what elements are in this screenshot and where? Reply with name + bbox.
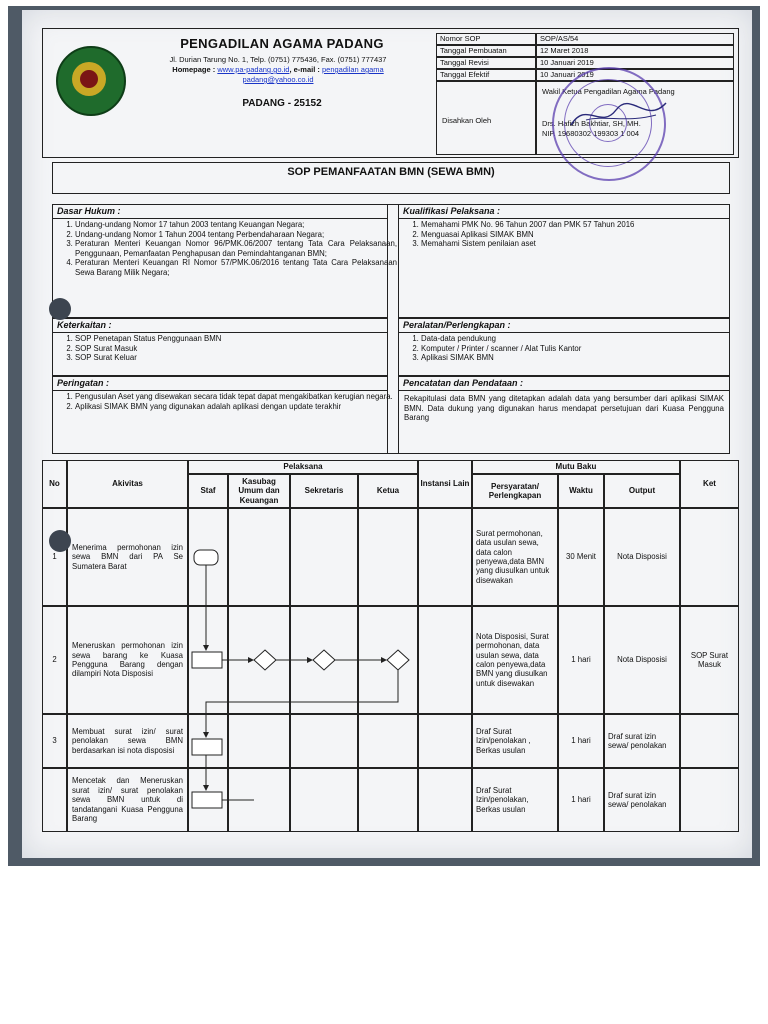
list-item: 4. Peraturan Menteri Keuangan RI Nomor 57/PMK.06/2016 tentang Tata Cara Pelaksanaan Sewa Barang Milik Negara; <box>75 258 401 277</box>
col-staf-header: Staf <box>188 474 228 508</box>
city-postcode: PADANG - 25152 <box>242 98 322 109</box>
row4-waktu: 1 hari <box>558 768 604 832</box>
signer-nip: NIP. 19680302 199303 1 004 <box>542 129 640 138</box>
tanggal-revisi-value: 10 Januari 2019 <box>540 58 594 67</box>
peringatan-title: Peringatan : <box>53 377 387 391</box>
row4-aktivitas: Mencetak dan Meneruskan surat izin/ surat penolakan sewa BMN untuk di tandatangani Kuasa Pengguna Barang <box>67 768 188 832</box>
list-item: 1. Memahami PMK No. 96 Tahun 2007 dan PMK 57 Tahun 2016 <box>421 220 743 230</box>
decision-ketua <box>387 650 409 670</box>
nomor-sop-label: Nomor SOP <box>440 34 481 43</box>
decision-sekretaris <box>313 650 335 670</box>
tanggal-efektif-value: 10 Januari 2019 <box>540 70 594 79</box>
list-item: 3. Aplikasi SIMAK BMN <box>421 353 743 363</box>
list-item: 2. Menguasai Aplikasi SIMAK BMN <box>421 230 743 240</box>
list-item: 2. SOP Surat Masuk <box>75 344 401 354</box>
row3-persyaratan: Draf Surat Izin/penolakan , Berkas usulan <box>472 714 558 768</box>
process-box-row4 <box>192 792 222 808</box>
list-item: 1. SOP Penetapan Status Penggunaan BMN <box>75 334 401 344</box>
row1-aktivitas: Menerima permohonan izin sewa BMN dari PA Se Sumatera Barat <box>67 508 188 606</box>
row3-waktu: 1 hari <box>558 714 604 768</box>
row1-no: 1 <box>42 508 67 606</box>
list-item: 3. SOP Surat Keluar <box>75 353 401 363</box>
punch-hole <box>49 298 71 320</box>
row3-output: Draf surat izin sewa/ penolakan <box>604 714 680 768</box>
start-terminator <box>194 550 218 565</box>
row2-aktivitas: Meneruskan permohonan izin sewa barang ke Kuasa Pengguna Barang dengan dilampiri Nota Disposisi <box>67 606 188 714</box>
tanggal-efektif-label: Tanggal Efektif <box>440 70 490 79</box>
list-item: 2. Aplikasi SIMAK BMN yang digunakan adalah aplikasi dengan update terakhir <box>75 402 401 412</box>
row2-no: 2 <box>42 606 67 714</box>
row2-persyaratan: Nota Disposisi, Surat permohonan, data usulan sewa, data calon penyewa,data BMN yang diusulkan untuk disewakan <box>472 606 558 714</box>
row3-aktivitas: Membuat surat izin/ surat penolakan sewa BMN berdasarkan isi nota disposisi <box>67 714 188 768</box>
list-item: 2. Undang-undang Nomor 1 Tahun 2004 tentang Perbendaharaan Negara; <box>75 230 401 240</box>
keterkaitan-title: Keterkaitan : <box>53 319 387 333</box>
process-box-row3 <box>192 739 222 755</box>
col-output-header: Output <box>604 474 680 508</box>
institution-name: PENGADILAN AGAMA PADANG <box>180 36 384 51</box>
institution-contact: Homepage : www.pa-padang.go.id, e-mail : pengadilan agama <box>172 65 384 74</box>
row2-output: Nota Disposisi <box>604 606 680 714</box>
col-ket-header: Ket <box>680 460 739 508</box>
col-persyaratan-header: Persyaratan/ Perlengkapan <box>472 474 558 508</box>
signer-name: Drs. Hafizh Bakhtiar, SH, MH. <box>542 119 641 128</box>
row1-waktu: 30 Menit <box>558 508 604 606</box>
col-aktivitas-header: Akivitas <box>67 460 188 508</box>
col-pelaksana-header: Pelaksana <box>188 460 418 474</box>
row1-output: Nota Disposisi <box>604 508 680 606</box>
document-page <box>22 10 752 858</box>
homepage-link[interactable]: www.pa-padang.go.id <box>217 65 290 74</box>
col-mutu-header: Mutu Baku <box>472 460 680 474</box>
list-item: 1. Undang-undang Nomor 17 tahun 2003 tentang Keuangan Negara; <box>75 220 401 230</box>
email-link[interactable]: pengadilan agama <box>321 65 384 74</box>
flowchart <box>22 10 752 858</box>
col-ketua-header: Ketua <box>358 474 418 508</box>
row1-persyaratan: Surat permohonan, data usulan sewa, data calon penyewa,data BMN yang diusulkan untuk disewakan <box>472 508 558 606</box>
kualifikasi-title: Kualifikasi Pelaksana : <box>399 205 729 219</box>
punch-hole <box>49 530 71 552</box>
dasar-hukum-title: Dasar Hukum : <box>53 205 387 219</box>
sop-title: SOP PEMANFAATAN BMN (SEWA BMN) <box>287 166 495 178</box>
row2-ket: SOP Surat Masuk <box>680 606 739 714</box>
list-item: 3. Peraturan Menteri Keuangan Nomor 96/PMK.06/2007 tentang Tata Cara Pelaksanaan, Penggunaan, Pemanfaatan Penghapusan dan Pemindahtanganan BMN; <box>75 239 401 258</box>
email-link-cont[interactable]: padang@yahoo.co.id <box>242 75 314 84</box>
col-sekretaris-header: Sekretaris <box>290 474 358 508</box>
pencatatan-text: Rekapitulasi data BMN yang ditetapkan adalah data yang bersumber dari aplikasi SIMAK BMN. Data dukung yang digunakan harus mendapat persetujuan dari Kuasa Pengguna Barang <box>404 394 724 423</box>
list-item: 3. Memahami Sistem penilaian aset <box>421 239 743 249</box>
disahkan-label: Disahkan Oleh <box>442 116 492 125</box>
peralatan-title: Peralatan/Perlengkapan : <box>399 319 729 333</box>
tanggal-revisi-label: Tanggal Revisi <box>440 58 489 67</box>
col-kasubag-header: Kasubag Umum dan Keuangan <box>228 474 290 508</box>
col-waktu-header: Waktu <box>558 474 604 508</box>
col-no-header: No <box>42 460 67 508</box>
col-instansi-header: Instansi Lain <box>418 460 472 508</box>
pencatatan-title: Pencatatan dan Pendataan : <box>399 377 729 391</box>
nomor-sop-value: SOP/AS/54 <box>540 34 579 43</box>
row2-waktu: 1 hari <box>558 606 604 714</box>
process-box-row2 <box>192 652 222 668</box>
row3-no: 3 <box>42 714 67 768</box>
list-item: 1. Pengusulan Aset yang disewakan secara tidak tepat dapat mengakibatkan kerugian negara. <box>75 392 401 402</box>
decision-kasubag <box>254 650 276 670</box>
list-item: 2. Komputer / Printer / scanner / Alat Tulis Kantor <box>421 344 743 354</box>
list-item: 1. Data-data pendukung <box>421 334 743 344</box>
tanggal-pembuatan-label: Tanggal Pembuatan <box>440 46 507 55</box>
signer-title: Wakil Ketua Pengadilan Agama Padang <box>542 87 675 96</box>
tanggal-pembuatan-value: 12 Maret 2018 <box>540 46 589 55</box>
row4-output: Draf surat izin sewa/ penolakan <box>604 768 680 832</box>
institution-address: Jl. Durian Tarung No. 1, Telp. (0751) 775436, Fax. (0751) 777437 <box>169 55 387 64</box>
row4-persyaratan: Draf Surat Izin/penolakan, Berkas usulan <box>472 768 558 832</box>
